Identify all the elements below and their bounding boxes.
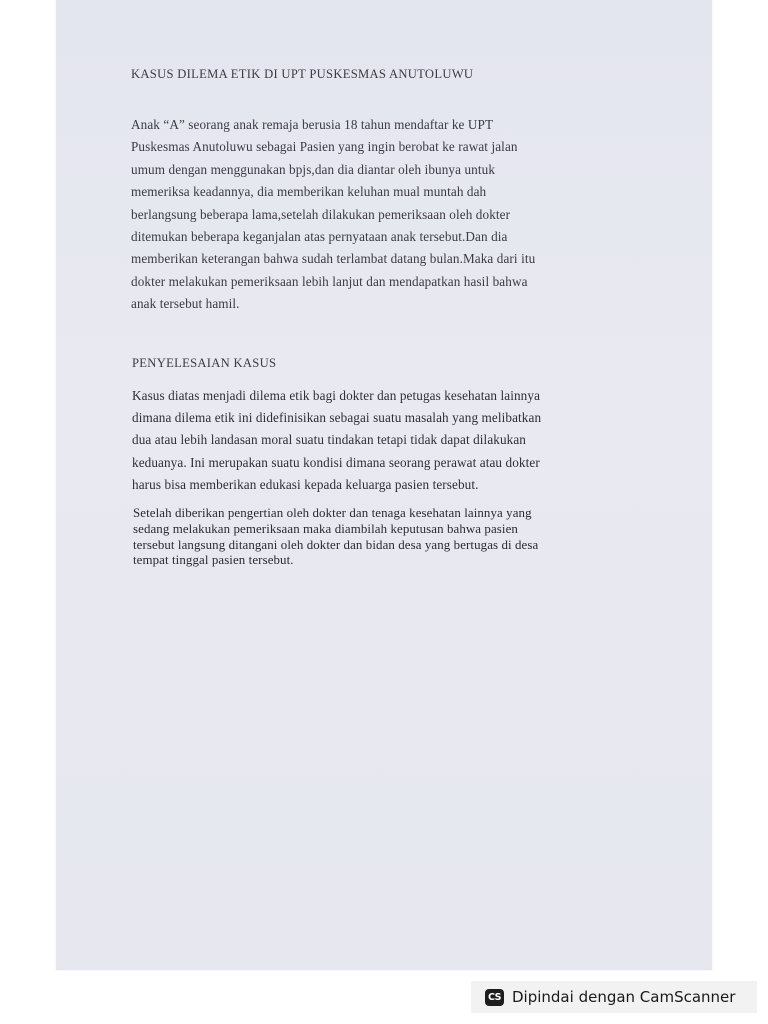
case-paragraph bbox=[131, 114, 641, 316]
resolution-paragraph-line: keduanya. Ini merupakan suatu kondisi dimana seorang perawat atau dokter bbox=[132, 454, 540, 470]
resolution-paragraph-line: Kasus diatas menjadi dilema etik bagi dokter dan petugas kesehatan lainnya bbox=[132, 388, 541, 403]
decision-paragraph-line: sedang melakukan pemeriksaan maka diambilah keputusan bahwa pasien bbox=[133, 521, 518, 536]
section-heading: PENYELESAIAN KASUS bbox=[132, 356, 277, 370]
watermark-text: Dipindai dengan CamScanner bbox=[512, 988, 736, 1006]
decision-paragraph-line: tempat tinggal pasien tersebut. bbox=[133, 553, 294, 568]
case-paragraph-line: ditemukan beberapa keganjalan atas pernyataan anak tersebut.Dan dia bbox=[131, 229, 508, 245]
decision-paragraph bbox=[133, 506, 653, 569]
document-title: KASUS DILEMA ETIK DI UPT PUSKESMAS ANUTOLUWU bbox=[131, 67, 474, 81]
case-paragraph-line: berlangsung beberapa lama,setelah dilakukan pemeriksaan oleh dokter bbox=[131, 206, 511, 222]
case-paragraph-line: umum dengan menggunakan bpjs,dan dia diantar oleh ibunya untuk bbox=[131, 161, 496, 177]
case-paragraph-line: Puskesmas Anutoluwu sebagai Pasien yang ingin berobat ke rawat jalan bbox=[131, 139, 518, 155]
case-paragraph-line: anak tersebut hamil. bbox=[131, 296, 240, 312]
case-paragraph-line: memeriksa keadannya, dia memberikan keluhan mual muntah dah bbox=[131, 184, 487, 200]
decision-paragraph-line: Setelah diberikan pengertian oleh dokter dan tenaga kesehatan lainnya yang bbox=[133, 506, 532, 520]
camscanner-watermark bbox=[471, 981, 757, 1013]
case-paragraph-line: memberikan keterangan bahwa sudah terlambat datang bulan.Maka dari itu bbox=[131, 251, 536, 267]
resolution-paragraph-line: dua atau lebih landasan moral suatu tindakan tetapi tidak dapat dilakukan bbox=[132, 432, 527, 448]
resolution-paragraph-line: dimana dilema etik ini didefinisikan sebagai suatu masalah yang melibatkan bbox=[132, 410, 542, 426]
case-paragraph-line: Anak “A” seorang anak remaja berusia 18 tahun mendaftar ke UPT bbox=[131, 117, 494, 132]
decision-paragraph-line: tersebut langsung ditangani oleh dokter dan bidan desa yang bertugas di desa bbox=[133, 537, 539, 552]
case-paragraph-line: dokter melakukan pemeriksaan lebih lanjut dan mendapatkan hasil bahwa bbox=[131, 273, 528, 289]
resolution-paragraph-line: harus bisa memberikan edukasi kepada keluarga pasien tersebut. bbox=[132, 476, 479, 492]
resolution-paragraph bbox=[132, 385, 644, 496]
camscanner-logo-icon: CS bbox=[485, 989, 504, 1006]
